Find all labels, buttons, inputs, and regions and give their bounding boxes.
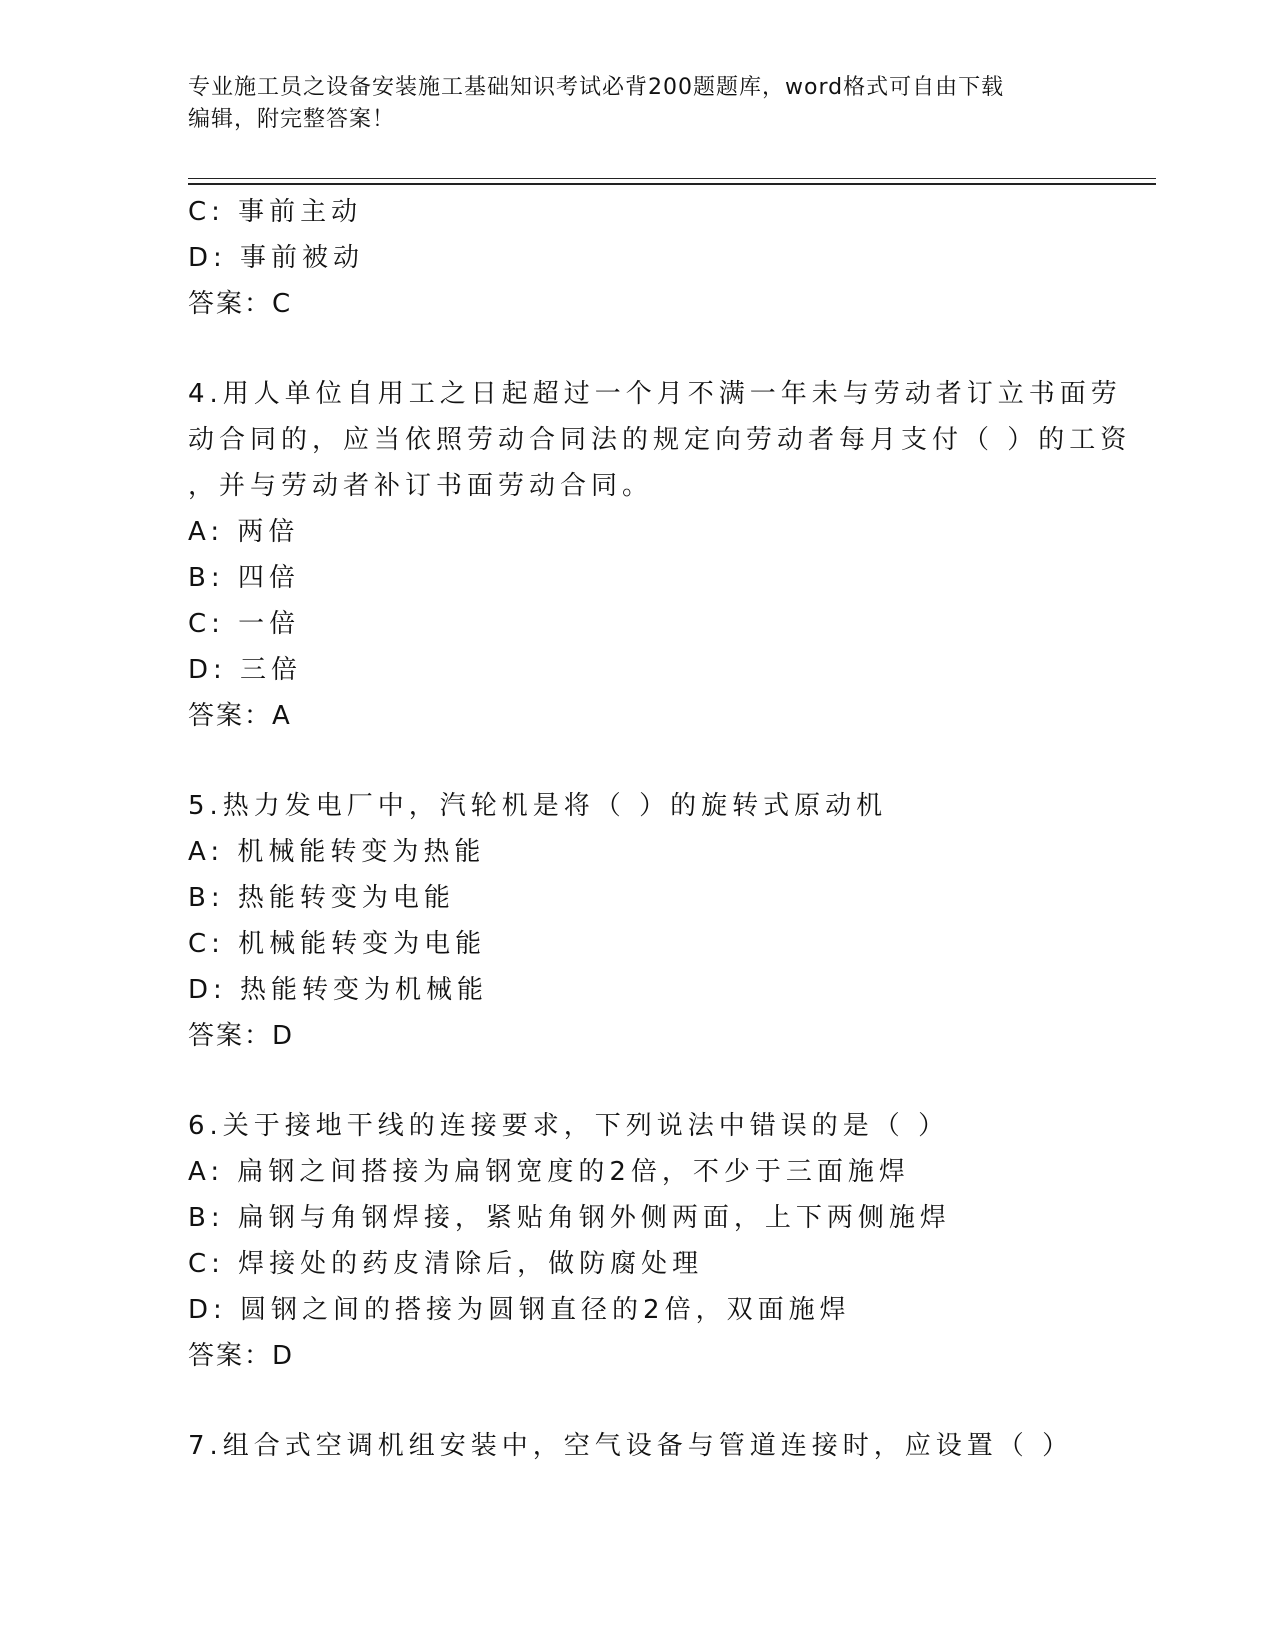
question-6 [188,1103,1088,1379]
option-c: C: 事前主动 [188,197,363,227]
answer: 答案：A [188,701,292,731]
option-b: B: 四倍 [188,563,300,593]
option-b: B: 扁钢与角钢焊接，紧贴角钢外侧两面，上下两侧施焊 [188,1203,951,1233]
question-line: 7.组合式空调机组安装中，空气设备与管道连接时，应设置（ ） [188,1431,1074,1461]
option-b: B: 热能转变为电能 [188,883,455,913]
option-c: C: 机械能转变为电能 [188,929,487,959]
document-header [188,72,1068,136]
option-a: A: 扁钢之间搭接为扁钢宽度的2倍，不少于三面施焊 [188,1157,910,1187]
option-c: C: 焊接处的药皮清除后，做防腐处理 [188,1249,704,1279]
option-d: D: 热能转变为机械能 [188,975,489,1005]
option-d: D: 三倍 [188,655,303,685]
question-line: 4.用人单位自用工之日起超过一个月不满一年未与劳动者订立书面劳 [188,379,1122,409]
header-rule-thin [188,178,1156,179]
answer: 答案：D [188,1021,295,1051]
question-line: 5.热力发电厂中，汽轮机是将（ ）的旋转式原动机 [188,791,888,821]
header-line-1: 专业施工员之设备安装施工基础知识考试必背200题题库，word格式可自由下载 [188,75,1005,100]
header-rule-thick [188,183,1156,185]
answer: 答案：D [188,1341,295,1371]
option-c: C: 一倍 [188,609,301,639]
question-7 [188,1423,1088,1469]
question-5 [188,783,1088,1059]
question-4 [188,371,1132,739]
question-line: 动合同的，应当依照劳动合同法的规定向劳动者每月支付（ ）的工资 [188,425,1132,455]
option-a: A: 两倍 [188,517,300,547]
question-3 [188,189,1088,327]
option-a: A: 机械能转变为热能 [188,837,486,867]
question-line: 6.关于接地干线的连接要求，下列说法中错误的是（ ） [188,1111,950,1141]
header-line-2: 编辑，附完整答案！ [188,107,396,132]
option-d: D: 圆钢之间的搭接为圆钢直径的2倍，双面施焊 [188,1295,851,1325]
question-line: ，并与劳动者补订书面劳动合同。 [188,471,654,501]
question-text [188,371,1132,509]
document-body [188,189,1132,1469]
answer: 答案：C [188,289,293,319]
option-d: D: 事前被动 [188,243,365,273]
